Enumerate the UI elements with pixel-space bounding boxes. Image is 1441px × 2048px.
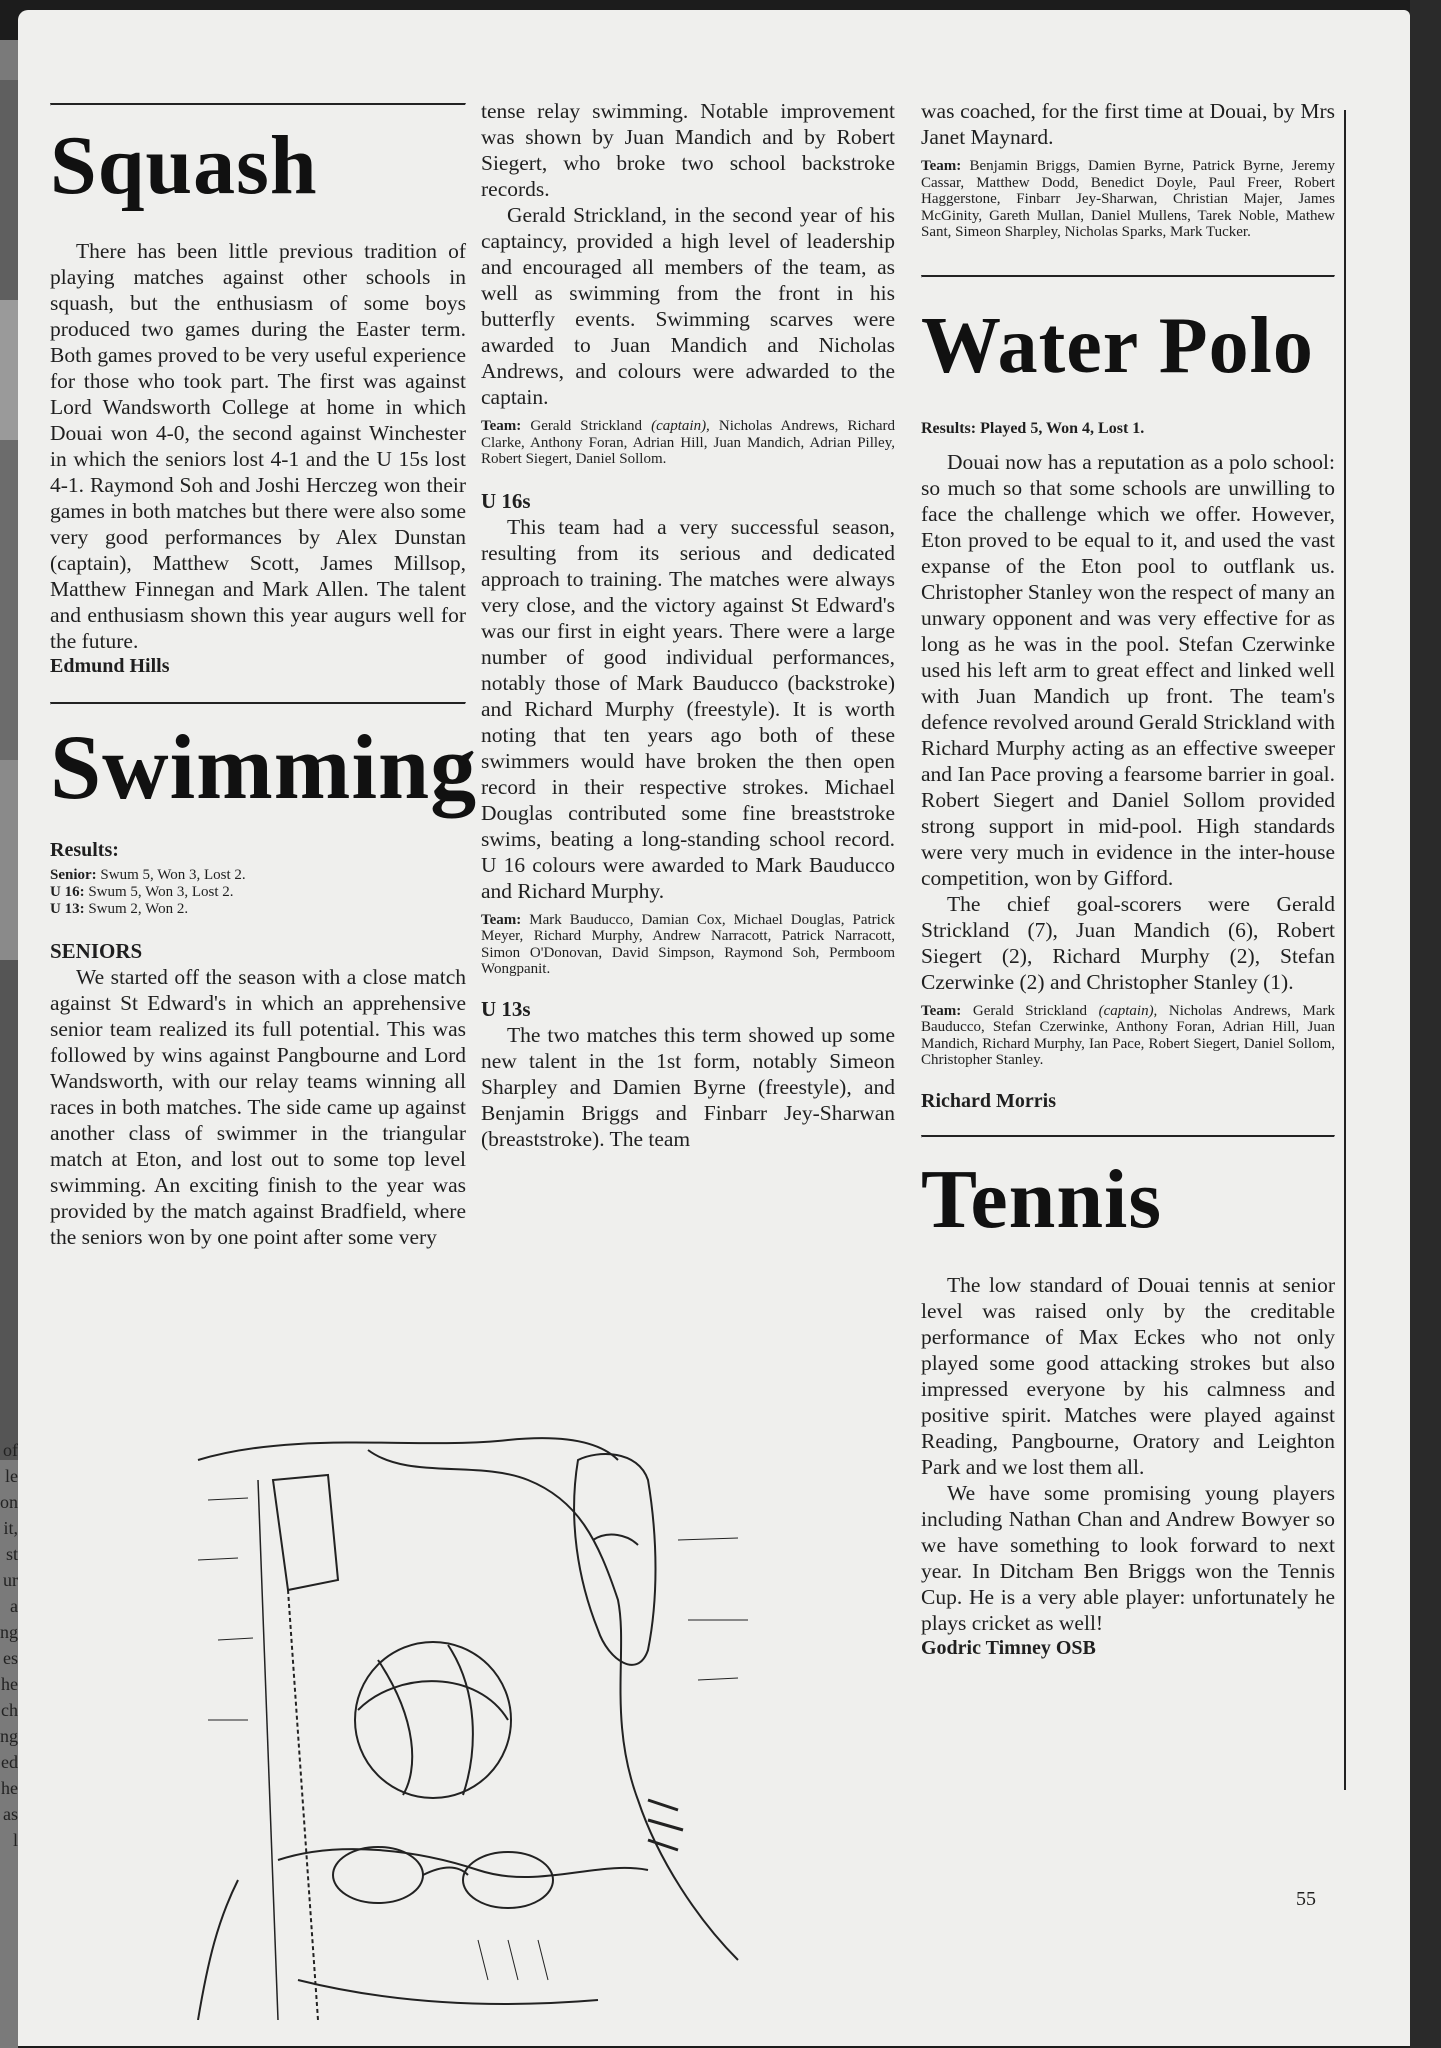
u13-body: The two matches this term showed up some new talent in the 1st form, notably Simeon Sharpley and Damien Byrne (freestyle), and Benjamin Briggs and Finbarr Jey-Sharwan (breaststroke). The team [481, 1022, 895, 1151]
swimming-results [50, 867, 466, 918]
section-rule [921, 275, 1335, 278]
previous-page-fragment: l [12, 1830, 18, 1850]
u16-team: Team: Mark Bauducco, Damian Cox, Michael Douglas, Patrick Meyer, Richard Murphy, Andrew Narracott, Patrick Narracott, Simon O'Donovan, David Simpson, Raymond Soh, Permboom Wongpanit. [481, 911, 895, 977]
previous-page-fragment: he [1, 1778, 18, 1798]
previous-page-fragment: le [5, 1466, 18, 1486]
u16-heading: U 16s [481, 488, 531, 513]
squash-body: There has been little previous tradition of playing matches against other schools in squash, but the enthusiasm of some boys produced two games during the Easter term. Both games proved to be very useful experience for those who took part. The first was against Lord Wandsworth College at home in which Douai won 4-0, the second against Winchester in which the seniors lost 4-1 and the U 15s lost 4-1. Raymond Soh and Joshi Herczeg won their games in both matches but there were also some very good performances by Alex Dunstan (captain), Matthew Scott, James Millsop, Matthew Finnegan and Mark Allen. The talent and enthusiasm shown this year augurs well for the future. [50, 239, 466, 653]
results-row: U 13: Swum 2, Won 2. [50, 901, 189, 917]
results-row: U 16: Swum 5, Won 3, Lost 2. [50, 884, 234, 900]
column-right [921, 98, 1335, 1660]
section-rule [50, 103, 466, 106]
swimming-results-label: Results: [50, 839, 119, 861]
u13-body-cont: was coached, for the first time at Douai, by Mrs Janet Maynard. [921, 99, 1335, 149]
seniors-team: Team: Gerald Strickland (captain), Nicholas Andrews, Richard Clarke, Anthony Foran, Adrian Hill, Juan Mandich, Adrian Pilley, Robert Siegert, Daniel Sollom. [481, 418, 896, 467]
water-polo-author: Richard Morris [921, 1089, 1056, 1112]
water-polo-illustration [178, 1420, 778, 2020]
swimming-heading: Swimming [50, 716, 478, 818]
book-gutter-shadow [1410, 0, 1441, 2048]
tennis-paragraph-1: The low standard of Douai tennis at senior level was raised only by the creditable performance of Max Eckes who not only played some good attacking strokes but also impressed everyone by his calmness and positive spirit. Matches were played against Reading, Pangbourne, Oratory and Leighton Park and we lost them all. [921, 1272, 1335, 1479]
section-rule [50, 702, 466, 705]
results-row: Senior: Swum 5, Won 3, Lost 2. [50, 867, 246, 883]
previous-page-edge [0, 40, 18, 2048]
previous-page-fragment: ng [0, 1622, 18, 1642]
magazine-page [18, 10, 1410, 2046]
u13-heading: U 13s [481, 996, 531, 1021]
column-left [50, 92, 478, 1250]
squash-heading: Squash [50, 119, 318, 212]
previous-page-fragment: st [5, 1544, 18, 1564]
section-rule [921, 1135, 1335, 1138]
water-polo-results: Results: Played 5, Won 4, Lost 1. [921, 419, 1145, 437]
seniors-continuation-text: tense relay swimming. Notable improvement was shown by Juan Mandich and by Robert Siegert, who broke two school backstroke records. [481, 99, 895, 201]
previous-page-fragment: ng [0, 1726, 18, 1746]
seniors-paragraph-1: We started off the season with a close match against St Edward's in which an apprehensive senior team realized its full potential. This was followed by wins against Pangbourne and Lord Wandsworth, with our relay teams winning all races in both matches. The side came up against another class of swimmer in the triangular match at Eton, and lost out to some top level swimming. An exciting finish to the year was provided by the match against Bradfield, where the seniors won by one point after some very [50, 965, 466, 1249]
tennis-paragraph-2: We have some promising young players including Nathan Chan and Andrew Bowyer so we have something to look forward to next year. In Ditcham Ben Briggs won the Tennis Cup. He is a very able player: unfortunately he plays cricket as well! [921, 1480, 1335, 1635]
tennis-author: Godric Timney OSB [921, 1636, 1096, 1659]
seniors-paragraph-1-cont [481, 98, 895, 202]
previous-page-fragment: he [1, 1674, 18, 1694]
tennis-heading: Tennis [921, 1152, 1163, 1246]
previous-page-fragment: ur [3, 1570, 18, 1590]
previous-page-fragment: on [0, 1492, 18, 1512]
seniors-heading: SENIORS [50, 939, 143, 963]
seniors-paragraph-2: Gerald Strickland, in the second year of his captaincy, provided a high level of leadership and encouraged all members of the team, as well as swimming from the front in his butterfly events. Swimming scarves were awarded to Juan Mandich and Nicholas Andrews, and colours were adwarded to the captain. [481, 203, 895, 409]
page-number: 55 [1296, 1888, 1316, 1910]
u16-body: This team had a very successful season, resulting from its serious and dedicated approach to training. The matches were always very close, and the victory against St Edward's was our first in eight years. There were a large number of good individual performances, notably those of Mark Bauducco (backstroke) and Richard Murphy (freestyle). It is worth noting that ten years ago both of these swimmers would have broken the then open record in their respective strokes. Michael Douglas contributed some fine breaststroke swims, beating a long-standing school record. U 16 colours were awarded to Mark Bauducco and Richard Murphy. [481, 514, 895, 903]
water-polo-paragraph-1: Douai now has a reputation as a polo school: so much so that some schools are unwilling to face the challenge which we offer. However, Eton proved to be equal to it, and used the vast expanse of the Eton pool to outflank us. Christopher Stanley won the respect of many an unwary opponent and was very effective for as long as he was in the pool. Stefan Czerwinke used his left arm to great effect and linked well with Juan Mandich up front. The team's defence revolved around Gerald Strickland with Richard Murphy acting as an effective sweeper and Ian Pace proving a fearsome barrier in goal. Robert Siegert and Daniel Sollom provided strong support in mid-pool. High standards were very much in evidence in the inter-house competition, won by Gifford. [921, 449, 1335, 890]
water-polo-heading: Water Polo [921, 301, 1314, 390]
previous-page-fragment: a [10, 1596, 18, 1616]
column-divider [1344, 110, 1346, 1790]
water-polo-paragraph-2: The chief goal-scorers were Gerald Strickland (7), Juan Mandich (6), Robert Siegert (2), Richard Murphy (2), Stefan Czerwinke (2) and Christopher Stanley (1). [921, 891, 1335, 994]
previous-page-fragment: ch [1, 1700, 18, 1720]
squash-author: Edmund Hills [50, 655, 170, 677]
column-middle [481, 98, 895, 1152]
previous-page-fragment: as [3, 1804, 18, 1824]
u13-team: Team: Benjamin Briggs, Damien Byrne, Patrick Byrne, Jeremy Cassar, Matthew Dodd, Benedict Doyle, Paul Freer, Robert Haggerstone, Finbarr Jey-Sharwan, Christian Majer, James McGinity, Gareth Mullan, Daniel Mullens, Tarek Noble, Mathew Sant, Simeon Sharpley, Nicholas Sparks, Mark Tucker. [921, 158, 1335, 240]
previous-page-fragment: ed [1, 1752, 18, 1772]
water-polo-team: Team: Gerald Strickland (captain), Nicholas Andrews, Mark Bauducco, Stefan Czerwinke, Anthony Foran, Adrian Hill, Juan Mandich, Richard Murphy, Ian Pace, Robert Siegert, Daniel Sollom, Christopher Stanley. [921, 1002, 1336, 1068]
previous-page-fragment: es [3, 1648, 18, 1668]
previous-page-fragment: of [3, 1440, 18, 1460]
previous-page-fragment: it, [3, 1518, 18, 1538]
